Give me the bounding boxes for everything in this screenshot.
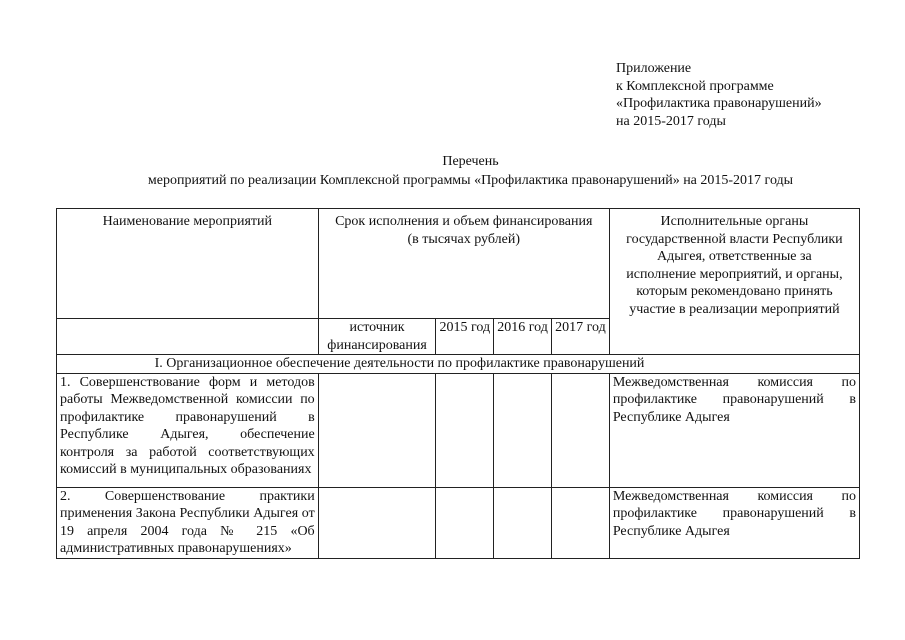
section-row (57, 355, 860, 374)
appendix-line: к Комплексной программе (616, 78, 774, 94)
row-source (318, 373, 436, 487)
row-2017 (551, 487, 609, 558)
header-term-text: Срок исполнения и объем финансирования (в тысячах рублей) (335, 214, 593, 247)
subheader-2015: 2015 год (436, 319, 494, 355)
header-name: Наименование мероприятий (57, 209, 319, 319)
appendix-line: на 2015-2017 годы (616, 113, 726, 129)
row-2017 (551, 373, 609, 487)
table-header-row (57, 209, 860, 319)
document-title: Перечень (442, 154, 499, 169)
header-term (318, 209, 609, 319)
appendix-line: Приложение (616, 61, 692, 76)
section-title: I. Организационное обеспечение деятельности по профилактике правонарушений (57, 355, 860, 374)
subheader-source: источник финансирования (318, 319, 436, 355)
measures-table (56, 208, 860, 559)
row-2015 (436, 487, 494, 558)
row-2016 (494, 373, 552, 487)
table-row (57, 487, 860, 558)
row-executor: Межведомственная комиссия по профилактике правонарушений в Республике Адыгея (609, 373, 859, 487)
header-executors-text: Исполнительные органы государственной власти Республики Адыгея, ответственные за исполнение мероприятий, и органы, которым рекомендовано принять участие в реализации мероприятий (626, 214, 843, 317)
row-2015 (436, 373, 494, 487)
header-executors (609, 209, 859, 355)
appendix-block (616, 60, 822, 130)
row-source (318, 487, 436, 558)
subheader-empty (57, 319, 319, 355)
row-2016 (494, 487, 552, 558)
table-row (57, 373, 860, 487)
subheader-2017: 2017 год (551, 319, 609, 355)
subheader-2016: 2016 год (494, 319, 552, 355)
document-subtitle: мероприятий по реализации Комплексной программы «Профилактика правонарушений» на 2015-2017 годы (147, 173, 794, 188)
row-name: 2. Совершенствование практики применения Закона Республики Адыгея от 19 апреля 2004 года № 215 «Об административных правонарушениях» (57, 487, 319, 558)
row-executor: Межведомственная комиссия по профилактике правонарушений в Республике Адыгея (609, 487, 859, 558)
appendix-line: «Профилактика правонарушений» (616, 96, 822, 111)
row-name: 1. Совершенствование форм и методов работы Межведомственной комиссии по профилактике правонарушений в Республике Адыгея, обеспечение контроля за работой соответствующих комиссий в муниципальных образованиях (57, 373, 319, 487)
